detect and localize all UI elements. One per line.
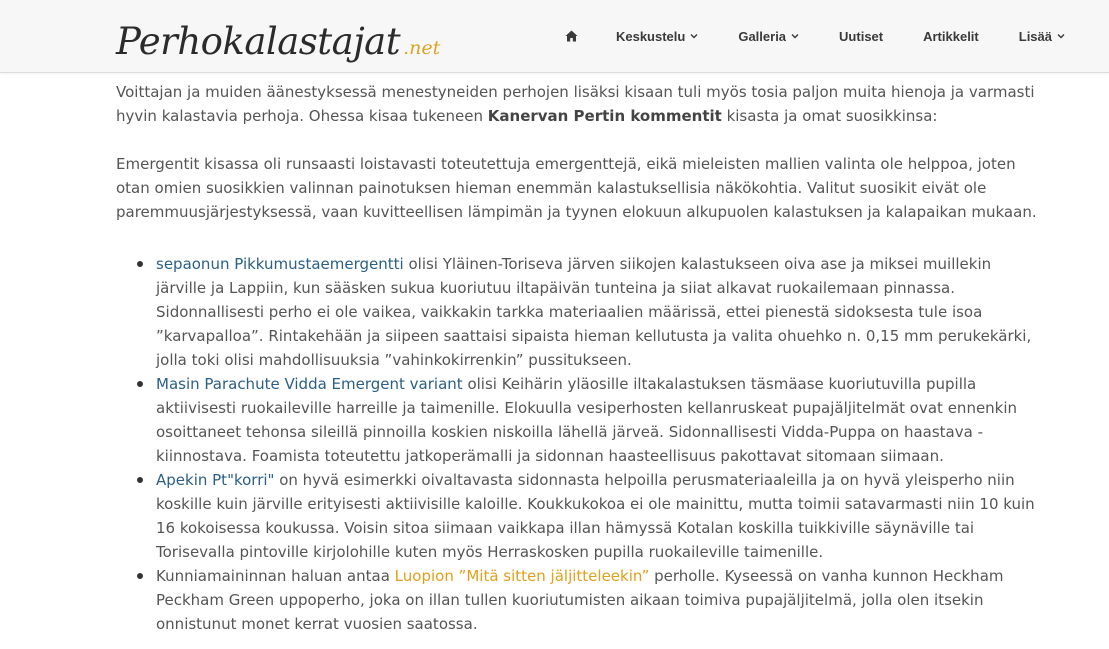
list-item-text: perholle. Kyseessä on vanha kunnon Heckham Peckham Green uppoperho, joka on illan tullen kuoriutumisten aikaan toimiva pupajäljitelmä, jolla olen itsekin onnistunut monet kerrat vuosien saatossa. [156, 567, 1004, 633]
nav-artikkelit[interactable] [903, 0, 999, 72]
bullet-icon [137, 381, 143, 387]
bullet-icon [137, 573, 143, 579]
fly-link-luopio[interactable]: Luopion ”Mitä sitten jäljitteleekin” [394, 567, 650, 585]
nav-label: Artikkelit [923, 28, 979, 44]
fly-link-ptkorri[interactable]: Apekin Pt"korri" [156, 471, 275, 489]
list-item [156, 372, 1040, 468]
chevron-down-icon [1057, 32, 1065, 40]
list-item [156, 468, 1040, 564]
home-icon [565, 30, 578, 42]
nav-lisaa[interactable] [999, 0, 1085, 72]
list-item-text: on hyvä esimerkki oivaltavasta sidonnasta helpoilla perusmateriaaleilla ja on hyvä yleisperho niin koskille kuin järville erityisesti aktiivisille kaloille. Koukkukokoa ei ole mainittu, mutta toimii satavarmasti niin 10 kuin 16 kokoisessa koukussa. Voisin sitoa siimaan vaikkapa illan hämyssä Kotalan koskilla tuikkiville säynäville tai Torisevalla pintoville kirjolohille kuten myös Herraskosken pupilla ruokaileville taimenille. [156, 471, 1035, 561]
nav-label: Keskustelu [615, 28, 686, 44]
logo-wordmark: Perhokalastajat [116, 20, 401, 63]
list-item-prefix: Kunniamaininnan haluan antaa [156, 567, 395, 585]
site-header [0, 0, 1109, 73]
fly-link-vidda[interactable]: Masin Parachute Vidda Emergent variant [156, 375, 463, 393]
intro-paragraph [116, 80, 1040, 128]
chevron-down-icon [791, 32, 799, 40]
nav-keskustelu[interactable] [596, 0, 718, 72]
bullet-icon [137, 261, 143, 267]
main-nav [547, 0, 1085, 72]
nav-label: Galleria [738, 28, 787, 44]
intro-text: Voittajan ja muiden äänestyksessä menestyneiden perhojen lisäksi kisaan tuli myös tosia paljon muita hienoja ja varmasti hyvin kalastavia perhoja. Ohessa kisaa tukeneen [116, 83, 1035, 125]
logo-domain-suffix: .net [403, 37, 441, 59]
chevron-down-icon [690, 32, 698, 40]
intro-bold: Kanervan Pertin kommentit [487, 107, 722, 125]
favorites-list [116, 252, 1040, 636]
intro-text-end: kisasta ja omat suosikkinsa: [721, 107, 938, 125]
nav-uutiset[interactable] [819, 0, 903, 72]
list-item-text: olisi Yläinen-Toriseva järven siikojen kalastukseen oiva ase ja miksei muillekin järville ja Lappiin, kun sääsken sukua kuoriutuu iltapäivän tunteina ja siiat alkavat ruokailemaan pinnassa. Sidonnallisesti perho ei ole vaikea, vaikkakin tarkka materiaalien määrissä, ettei pienestä sidoksesta tule isoa ”karvapalloa”. Rintakehään ja siipeen saattaisi sipaista hieman kellutusta ja valita ohuehko n. 0,15 mm perukekärki, jolla toki olisi mahdollisuuksia ”vahinkokirrenkin” pussitukseen. [156, 255, 1032, 369]
nav-label: Lisää [1018, 28, 1052, 44]
list-item-text: olisi Keihärin yläosille iltakalastuksen täsmäase kuoriutuvilla pupilla aktiivisesti ruokaileville harreille ja taimenille. Elokuulla vesiperhosten kellanruskeat pupajäljitelmät ovat ennenkin osoittaneet tehonsa sileillä pinnoilla koskien niskoilla lähellä järveä. Sidonnallisesti Vidda-Puppa on haastava - kiinnostava. Foamista toteutettu jatkoperämalli ja sidonnan haasteellisuus pakottavat sitomaan siimaan. [156, 375, 1018, 465]
nav-label: Uutiset [839, 28, 884, 44]
list-item [156, 252, 1040, 372]
fly-link-pikkumusta[interactable]: sepaonun Pikkumustaemergentti [156, 255, 404, 273]
bullet-icon [137, 477, 143, 483]
nav-galleria[interactable] [718, 0, 819, 72]
article-body [116, 80, 1040, 636]
list-item [156, 564, 1040, 636]
nav-home[interactable] [547, 0, 596, 72]
site-logo[interactable] [116, 8, 441, 63]
emergent-paragraph: Emergentit kisassa oli runsaasti loistavasti toteutettuja emergenttejä, eikä mieleisten mallien valinta ole helppoa, joten otan omien suosikkien valinnan painotuksen hieman enemmän kalastuksellisia näkökohtia. Valitut suosikit eivät ole paremmuusjärjestyksessä, vaan kuvitteellisen lämpimän ja tyynen elokuun alkupuolen kalastuksen ja kalapaikan mukaan. [116, 155, 1037, 221]
